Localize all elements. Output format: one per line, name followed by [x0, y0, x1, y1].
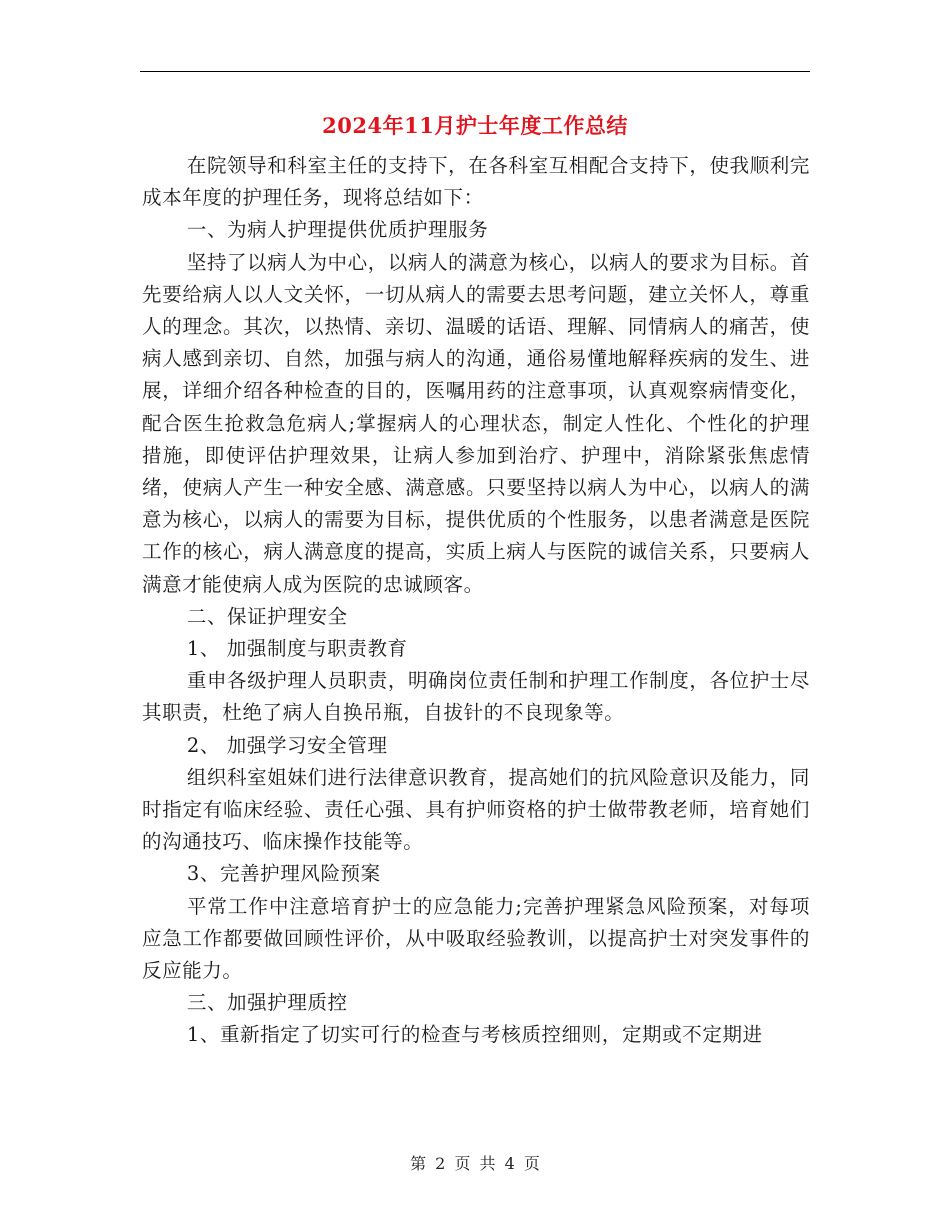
section-heading-2: 二、保证护理安全 [186, 604, 348, 628]
subheading-2-2: 2、 加强学习安全管理 [186, 733, 388, 757]
intro-paragraph: 在院领导和科室主任的支持下，在各科室互相配合支持下，使我顺利完成本年度的护理任务，现将总结如下： [142, 154, 810, 210]
subsection-2-2-paragraph: 组织科室姐妹们进行法律意识教育，提高她们的抗风险意识及能力，同时指定有临床经验、责任心强、具有护师资格的护士做带教老师，培育她们的沟通技巧、临床操作技能等。 [142, 765, 810, 854]
subsection-2-3-paragraph: 平常工作中注意培育护士的应急能力;完善护理紧急风险预案，对每项应急工作都要做回顾性评价，从中吸取经验教训，以提高护士对突发事件的反应能力。 [142, 894, 810, 983]
header-rule [140, 71, 810, 72]
section-heading-3: 三、加强护理质控 [186, 991, 348, 1015]
section-heading-1: 一、为病人护理提供优质护理服务 [186, 218, 489, 242]
section-1-paragraph: 坚持了以病人为中心，以病人的满意为核心，以病人的要求为目标。首先要给病人以人文关怀，一切从病人的需要去思考问题，建立关怀人，尊重人的理念。其次，以热情、亲切、温暖的话语、理解、同情病人的痛苦，使病人感到亲切、自然，加强与病人的沟通，通俗易懂地解释疾病的发生、进展，详细介绍各种检查的目的，医嘱用药的注意事项，认真观察病情变化，配合医生抢救急危病人;掌握病人的心理状态，制定人性化、个性化的护理措施，即使评估护理效果，让病人参加到治疗、护理中，消除紧张焦虑情绪，使病人产生一种安全感、满意感。只要坚持以病人为中心，以病人的满意为核心，以病人的需要为目标，提供优质的个性服务，以患者满意是医院工作的核心，病人满意度的提高，实质上病人与医院的诚信关系，只要病人满意才能使病人成为医院的忠诚顾客。 [142, 250, 810, 596]
document-title: 2024年11月护士年度工作总结 [322, 113, 628, 138]
subsection-3-1-paragraph: 1、重新指定了切实可行的检查与考核质控细则，定期或不定期进 [186, 1023, 763, 1047]
document-body [142, 150, 810, 1052]
page-footer: 第 2 页 共 4 页 [410, 1154, 540, 1173]
subheading-2-3: 3、完善护理风险预案 [186, 862, 381, 886]
subheading-2-1: 1、 加强制度与职责教育 [186, 637, 408, 661]
subsection-2-1-paragraph: 重申各级护理人员职责，明确岗位责任制和护理工作制度，各位护士尽其职责，杜绝了病人自换吊瓶，自拔针的不良现象等。 [142, 669, 810, 725]
